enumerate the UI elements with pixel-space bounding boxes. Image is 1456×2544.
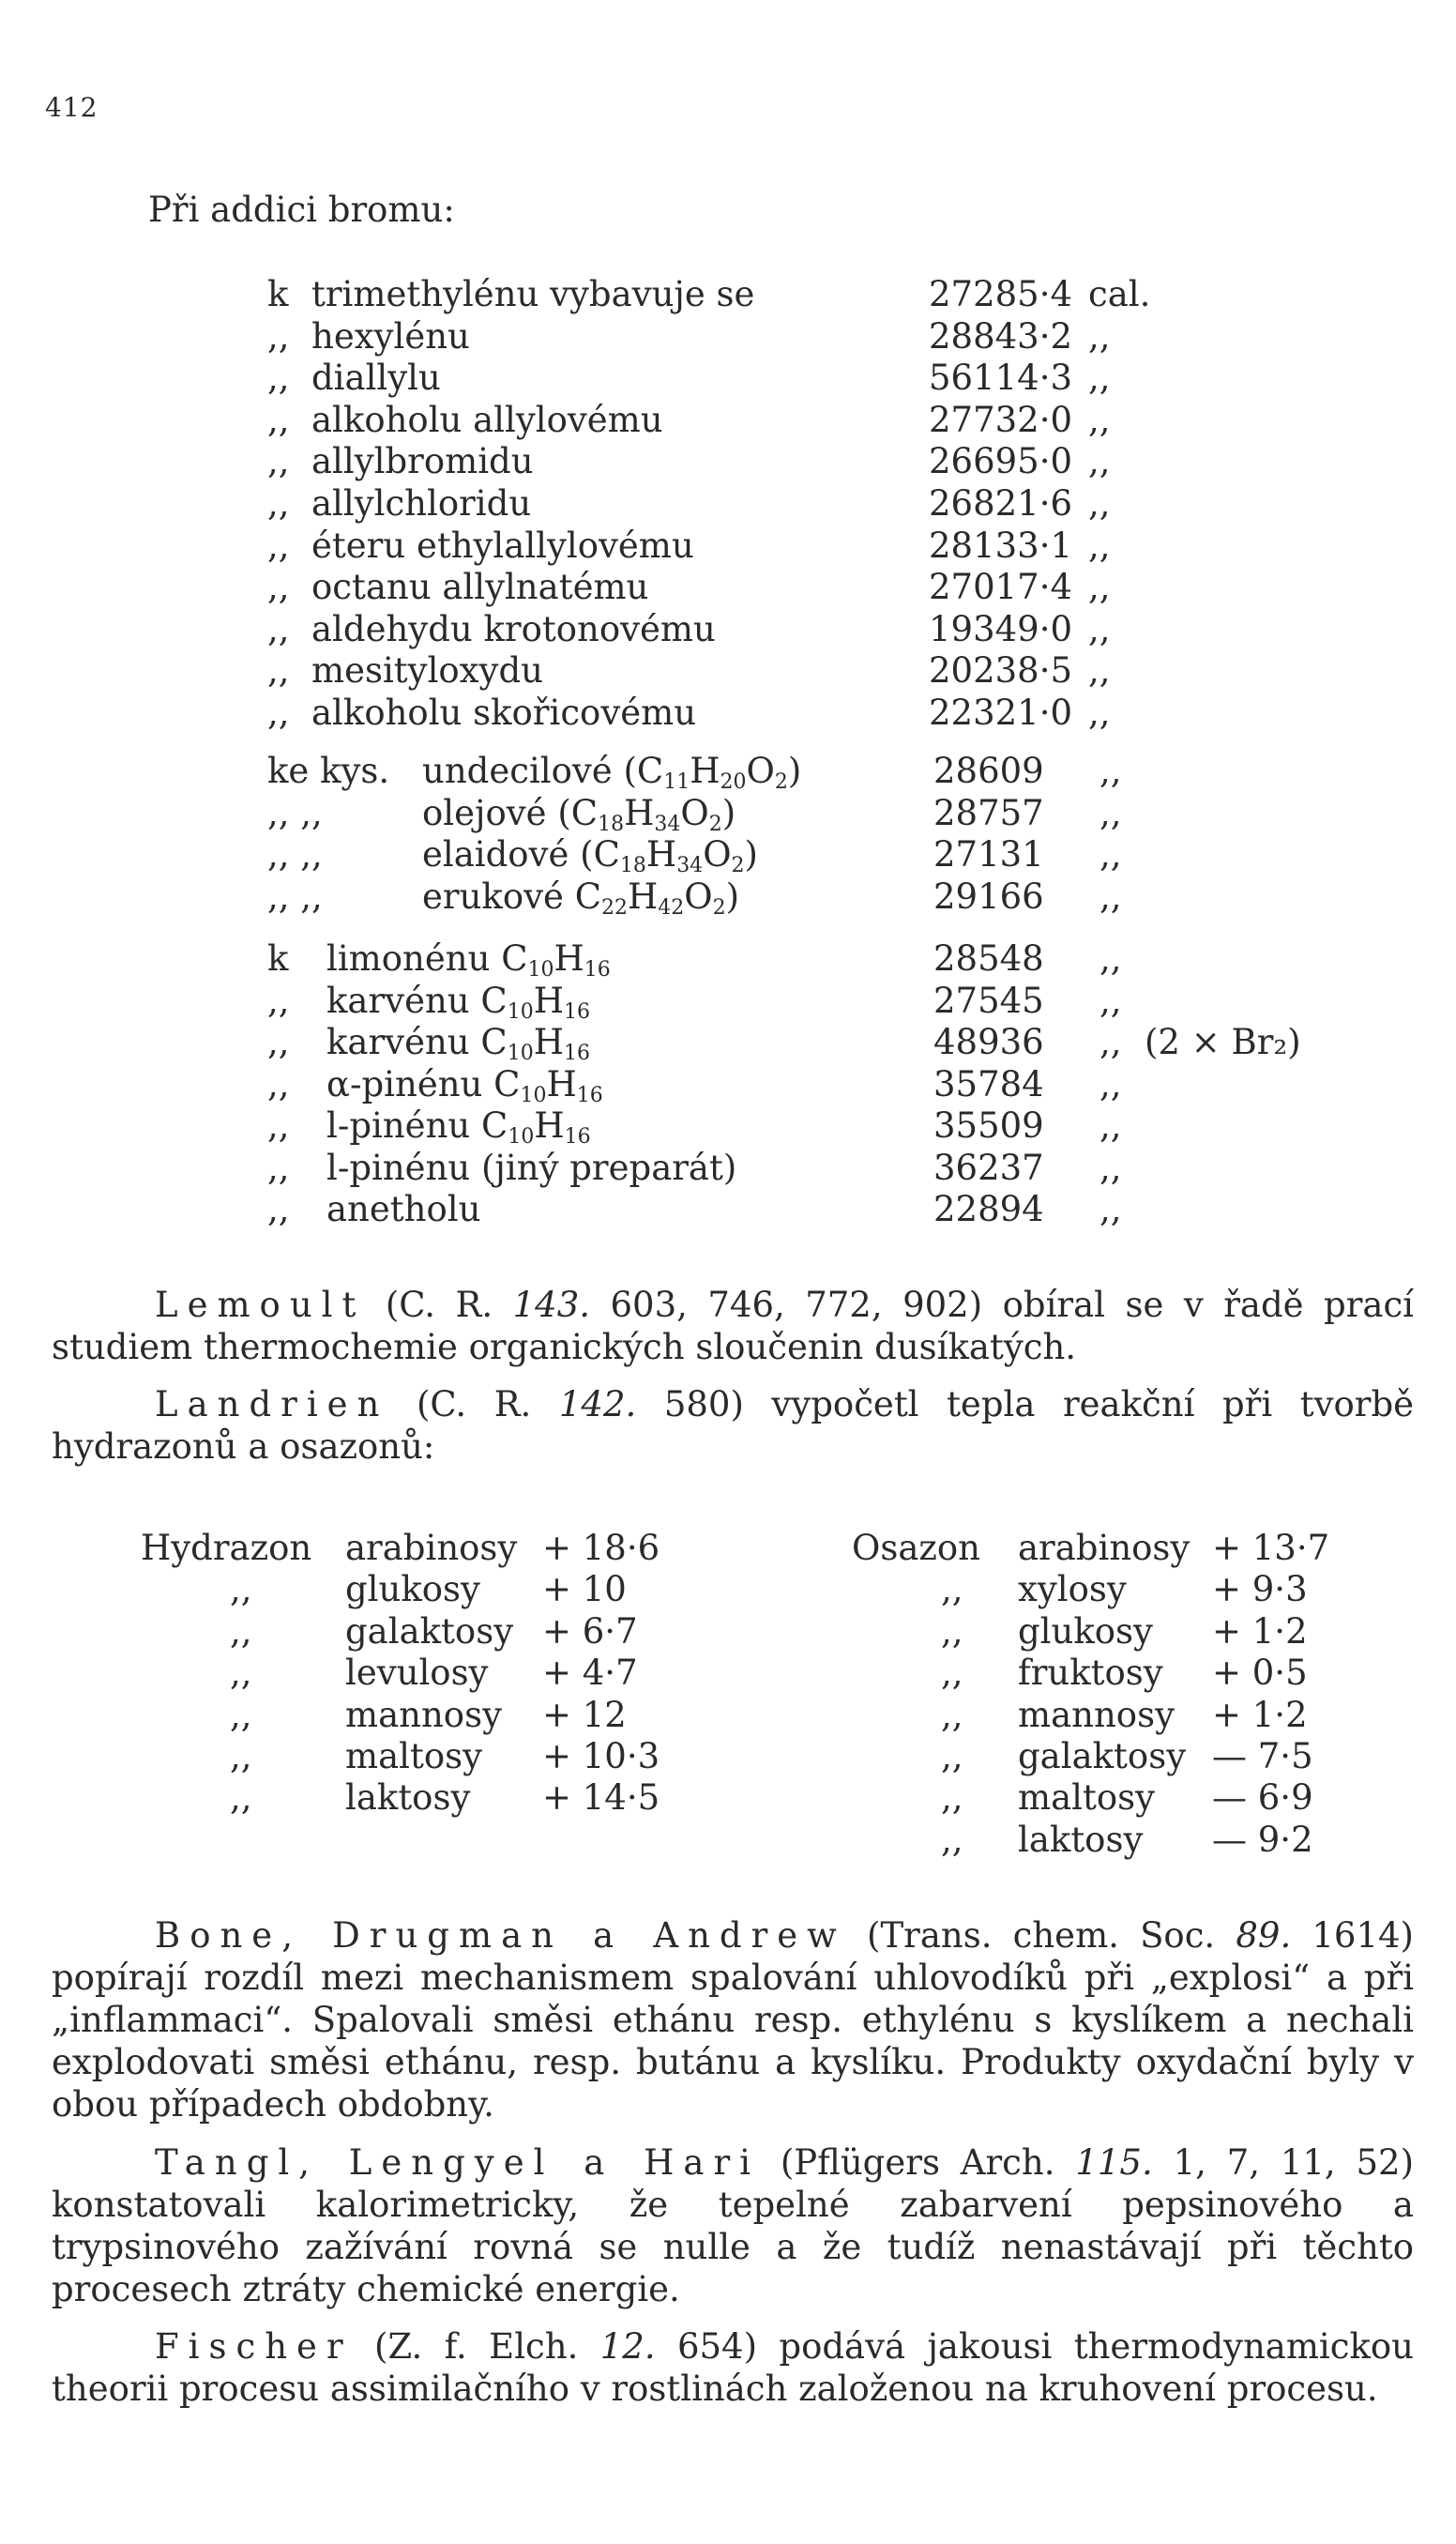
row-label [311, 693, 696, 734]
vol-lemoult: 143. [512, 1285, 591, 1325]
row-prefix: ,, [267, 1147, 290, 1188]
sugar-name: glukosy [345, 1569, 480, 1610]
row-unit: ,, [1088, 650, 1111, 692]
row-unit: ,, [1100, 792, 1122, 833]
chemical-formula: $C_{10}H_{16}$ [481, 1105, 591, 1149]
heat-value: + 9·3 [1212, 1569, 1308, 1610]
heat-value: — 7·5 [1212, 1736, 1313, 1776]
heat-value: — 6·9 [1212, 1777, 1313, 1819]
author-landrien: Landrien [155, 1384, 389, 1424]
chemical-formula: $(C_{18}H_{34}O_2)$ [557, 792, 736, 836]
author-bone: Bone, Drugman a Andrew [155, 1915, 846, 1956]
row-value: 26695·0 [929, 441, 1073, 482]
row-unit: ,, [1100, 1147, 1122, 1188]
row-value: 22321·0 [929, 693, 1073, 733]
substance-name: alkoholu skořicovému [311, 693, 697, 733]
sugar-name: maltosy [1018, 1777, 1156, 1819]
heat-value: + 12 [542, 1694, 627, 1735]
row-prefix: ,, [230, 1610, 252, 1652]
ref-tangl: (Pflügers Arch. [780, 2142, 1055, 2183]
author-fischer: Fischer [155, 2326, 353, 2367]
substance-name: octanu allylnatému [311, 567, 649, 608]
row-label [422, 876, 739, 918]
sugar-name: fruktosy [1018, 1653, 1163, 1694]
row-unit: ,, [1088, 358, 1111, 399]
row-unit: ,, [1088, 483, 1111, 524]
row-label [326, 1148, 736, 1189]
row-unit: ,, [1088, 315, 1111, 357]
row-unit: ,, [1100, 1189, 1122, 1229]
row-prefix: ,, ,, [267, 792, 323, 833]
ref-bone: (Trans. chem. Soc. [867, 1915, 1216, 1956]
row-value: 28548 [933, 938, 1044, 979]
row-label [311, 316, 470, 358]
row-unit: ,, [1100, 876, 1122, 917]
row-label [326, 938, 611, 980]
substance-name: karvénu [326, 980, 470, 1021]
row-label [422, 834, 758, 876]
paragraph-lemoult [52, 1284, 1414, 1368]
row-prefix: ,, [267, 693, 290, 733]
row-prefix: ,, [267, 1189, 290, 1229]
chemical-formula: $C_{10}H_{16}$ [501, 938, 611, 982]
heat-value: — 9·2 [1212, 1819, 1313, 1860]
vol-tangl: 115. [1075, 2142, 1153, 2183]
row-prefix: ,, [941, 1569, 963, 1610]
row-value: 27131 [933, 834, 1044, 875]
substance-name: mesityloxydu [311, 650, 543, 692]
row-value: 35509 [933, 1105, 1044, 1146]
text-tangl: 1, 7, 11, 52) konstatovali kalorimetricky, že tepelné zabarvení pepsinového a trypsinového zažívání rovná se nulle a že tudíž nenastávají při těchto procesech ztráty chemické energie. [52, 2142, 1415, 2309]
row-value: 19349·0 [929, 608, 1073, 649]
row-label [311, 358, 441, 399]
row-prefix: ,, [230, 1653, 252, 1694]
row-prefix: ,, [267, 1063, 290, 1104]
row-value: 27285·4 [929, 274, 1073, 314]
substance-name: alkoholu allylovému [311, 399, 663, 440]
paragraph-tangl [52, 2141, 1414, 2310]
row-prefix: ,, [267, 608, 290, 649]
row-label [311, 609, 716, 650]
heat-value: + 4·7 [542, 1653, 638, 1694]
substance-name: l-pinénu [326, 1105, 471, 1146]
sugar-name: laktosy [1018, 1819, 1144, 1860]
substance-name: olejové [422, 792, 547, 833]
ref-landrien: (C. R. [416, 1384, 532, 1424]
substance-name: allylbromidu [311, 441, 534, 482]
row-label [311, 274, 754, 315]
row-label [311, 567, 648, 608]
row-label [311, 400, 663, 441]
heat-value: + 10·3 [542, 1736, 660, 1776]
row-label [326, 1022, 590, 1063]
page-number: 412 [45, 92, 99, 123]
sugar-name: galaktosy [1018, 1736, 1187, 1776]
vol-landrien: 142. [558, 1384, 637, 1424]
chemical-formula: $C_{10}H_{16}$ [480, 980, 590, 1024]
row-prefix: ,, [941, 1653, 963, 1694]
row-prefix: ke kys. [267, 751, 390, 791]
sugar-name: glukosy [1018, 1610, 1153, 1652]
row-prefix: ,, ,, [267, 834, 323, 875]
substance-name: trimethylénu vybavuje se [311, 274, 755, 314]
heat-value: + 6·7 [542, 1610, 638, 1652]
row-prefix: ,, [267, 1022, 290, 1062]
sugar-name: levulosy [345, 1653, 489, 1694]
row-prefix: ,, [941, 1777, 963, 1819]
row-value: 28843·2 [929, 315, 1073, 357]
row-value: 56114·3 [929, 358, 1073, 399]
row-value: 35784 [933, 1063, 1044, 1104]
heat-value: + 14·5 [542, 1777, 660, 1819]
row-value: 29166 [933, 876, 1044, 917]
sugar-name: maltosy [345, 1736, 483, 1776]
row-prefix: ,, [267, 358, 290, 399]
row-value: 27545 [933, 980, 1044, 1021]
sugar-name: xylosy [1018, 1569, 1127, 1610]
paragraph-bone [52, 1914, 1414, 2125]
heat-value: + 13·7 [1212, 1528, 1330, 1568]
row-unit: ,, [1100, 1105, 1122, 1146]
row-extra: (2 × Br₂) [1145, 1022, 1301, 1062]
text-lemoult: 603, 746, 772, 902) obíral se v řadě prací studiem thermochemie organických sloučenin dusíkatých. [52, 1285, 1414, 1367]
row-prefix: ,, [267, 483, 290, 524]
row-prefix: ,, [267, 399, 290, 440]
row-label [326, 1105, 591, 1147]
author-tangl: Tangl, Lengyel a Hari [155, 2142, 760, 2183]
row-value: 36237 [933, 1147, 1044, 1188]
row-label [422, 751, 801, 792]
substance-name: erukové [422, 876, 564, 917]
row-label [422, 793, 736, 834]
heat-value: + 10 [542, 1569, 627, 1610]
substance-name: α-pinénu [326, 1063, 483, 1104]
sugar-name: arabinosy [345, 1528, 518, 1568]
row-prefix: ,, ,, [267, 876, 323, 917]
row-value: 27017·4 [929, 567, 1073, 608]
row-prefix: ,, [267, 525, 290, 566]
row-label [311, 650, 543, 692]
row-value: 27732·0 [929, 399, 1073, 440]
ref-fischer: (Z. f. Elch. [374, 2326, 579, 2367]
row-prefix: ,, [230, 1777, 252, 1819]
text-landrien: 580) vypočetl tepla reakční při tvorbě hydrazonů a osazonů: [52, 1384, 1415, 1467]
sugar-name: arabinosy [1018, 1528, 1191, 1568]
row-prefix: ,, [941, 1736, 963, 1776]
row-unit: ,, [1088, 567, 1111, 608]
sugar-name: laktosy [345, 1777, 471, 1819]
row-value: 28757 [933, 792, 1044, 833]
text-bone: 1614) popírají rozdíl mezi mechanismem spalování uhlovodíků při „explosi“ a při „inflammaci“. Spalovali směsi ethánu resp. ethylénu s kyslíkem a nechali explodovati směsi ethánu, resp. butánu a kyslíku. Produkty oxydační byly v obou případech obdobny. [52, 1915, 1414, 2125]
substance-name: hexylénu [311, 315, 470, 357]
row-unit: ,, [1088, 608, 1111, 649]
substance-name: karvénu [326, 1022, 470, 1062]
row-prefix: ,, [941, 1694, 963, 1735]
row-value: 48936 [933, 1022, 1044, 1062]
substance-name: aldehydu krotonovému [311, 608, 716, 649]
row-prefix: ,, [230, 1569, 252, 1610]
heat-value: + 0·5 [1212, 1653, 1308, 1694]
author-lemoult: Lemoult [155, 1285, 366, 1325]
substance-name: anetholu [326, 1189, 481, 1229]
row-label [326, 1189, 480, 1230]
row-unit: ,, [1088, 525, 1111, 566]
row-prefix: k [267, 938, 289, 979]
block-title: Hydrazon [141, 1528, 312, 1568]
chemical-formula: $(C_{11}H_{20}O_2)$ [623, 751, 802, 794]
row-value: 28609 [933, 751, 1044, 791]
section-heading: Při addici bromu: [148, 190, 455, 230]
row-prefix: ,, [267, 441, 290, 482]
chemical-formula: $C_{10}H_{16}$ [493, 1063, 603, 1107]
row-prefix: ,, [941, 1819, 963, 1860]
row-value: 26821·6 [929, 483, 1073, 524]
substance-name: elaidové [422, 834, 569, 875]
heat-value: + 18·6 [542, 1528, 660, 1568]
row-value: 20238·5 [929, 650, 1073, 692]
row-unit: ,, [1100, 980, 1122, 1021]
row-label [326, 1064, 603, 1105]
substance-name: l-pinénu (jiný preparát) [326, 1147, 737, 1188]
vol-bone: 89. [1236, 1915, 1292, 1956]
row-unit: ,, [1088, 399, 1111, 440]
row-unit: ,, [1088, 441, 1111, 482]
paragraph-fischer [52, 2325, 1414, 2410]
row-unit: ,, [1100, 938, 1122, 979]
row-label [311, 483, 531, 525]
vol-fischer: 12. [599, 2326, 656, 2367]
block-title: Osazon [852, 1528, 980, 1568]
substance-name: éteru ethylallylovému [311, 525, 694, 566]
row-unit: cal. [1088, 274, 1151, 314]
substance-name: limonénu [326, 938, 491, 979]
row-prefix: ,, [230, 1736, 252, 1776]
row-prefix: ,, [230, 1694, 252, 1735]
substance-name: undecilové [422, 751, 613, 791]
sugar-name: galaktosy [345, 1610, 514, 1652]
row-prefix: k [267, 274, 289, 314]
row-value: 22894 [933, 1189, 1044, 1229]
row-prefix: ,, [267, 567, 290, 608]
row-prefix: ,, [267, 1105, 290, 1146]
paragraph-landrien [52, 1383, 1414, 1468]
row-label [311, 441, 534, 482]
row-unit: ,, [1100, 834, 1122, 875]
chemical-formula: $C_{10}H_{16}$ [480, 1022, 590, 1065]
sugar-name: mannosy [345, 1694, 502, 1735]
chemical-formula: $C_{22}H_{42}O_2$) [574, 876, 740, 920]
row-prefix: ,, [267, 315, 290, 357]
row-label [326, 981, 590, 1022]
sugar-name: mannosy [1018, 1694, 1175, 1735]
heat-value: + 1·2 [1212, 1694, 1308, 1735]
heat-value: + 1·2 [1212, 1610, 1308, 1652]
row-prefix: ,, [941, 1610, 963, 1652]
row-unit: ,, [1100, 1063, 1122, 1104]
row-prefix: ,, [267, 650, 290, 692]
row-label [311, 526, 694, 567]
chemical-formula: $(C_{18}H_{34}O_2)$ [580, 834, 758, 877]
row-unit: ,, [1100, 751, 1122, 791]
row-unit: ,, [1088, 693, 1111, 733]
row-value: 28133·1 [929, 525, 1073, 566]
row-unit: ,, [1100, 1022, 1122, 1062]
row-prefix: ,, [267, 980, 290, 1021]
substance-name: allylchloridu [311, 483, 532, 524]
substance-name: diallylu [311, 358, 441, 399]
ref-lemoult: (C. R. [385, 1285, 493, 1325]
text-fischer: 654) podává jakousi thermodynamickou theorii procesu assimilačního v rostlinách založenou na kruhovení procesu. [52, 2326, 1415, 2409]
